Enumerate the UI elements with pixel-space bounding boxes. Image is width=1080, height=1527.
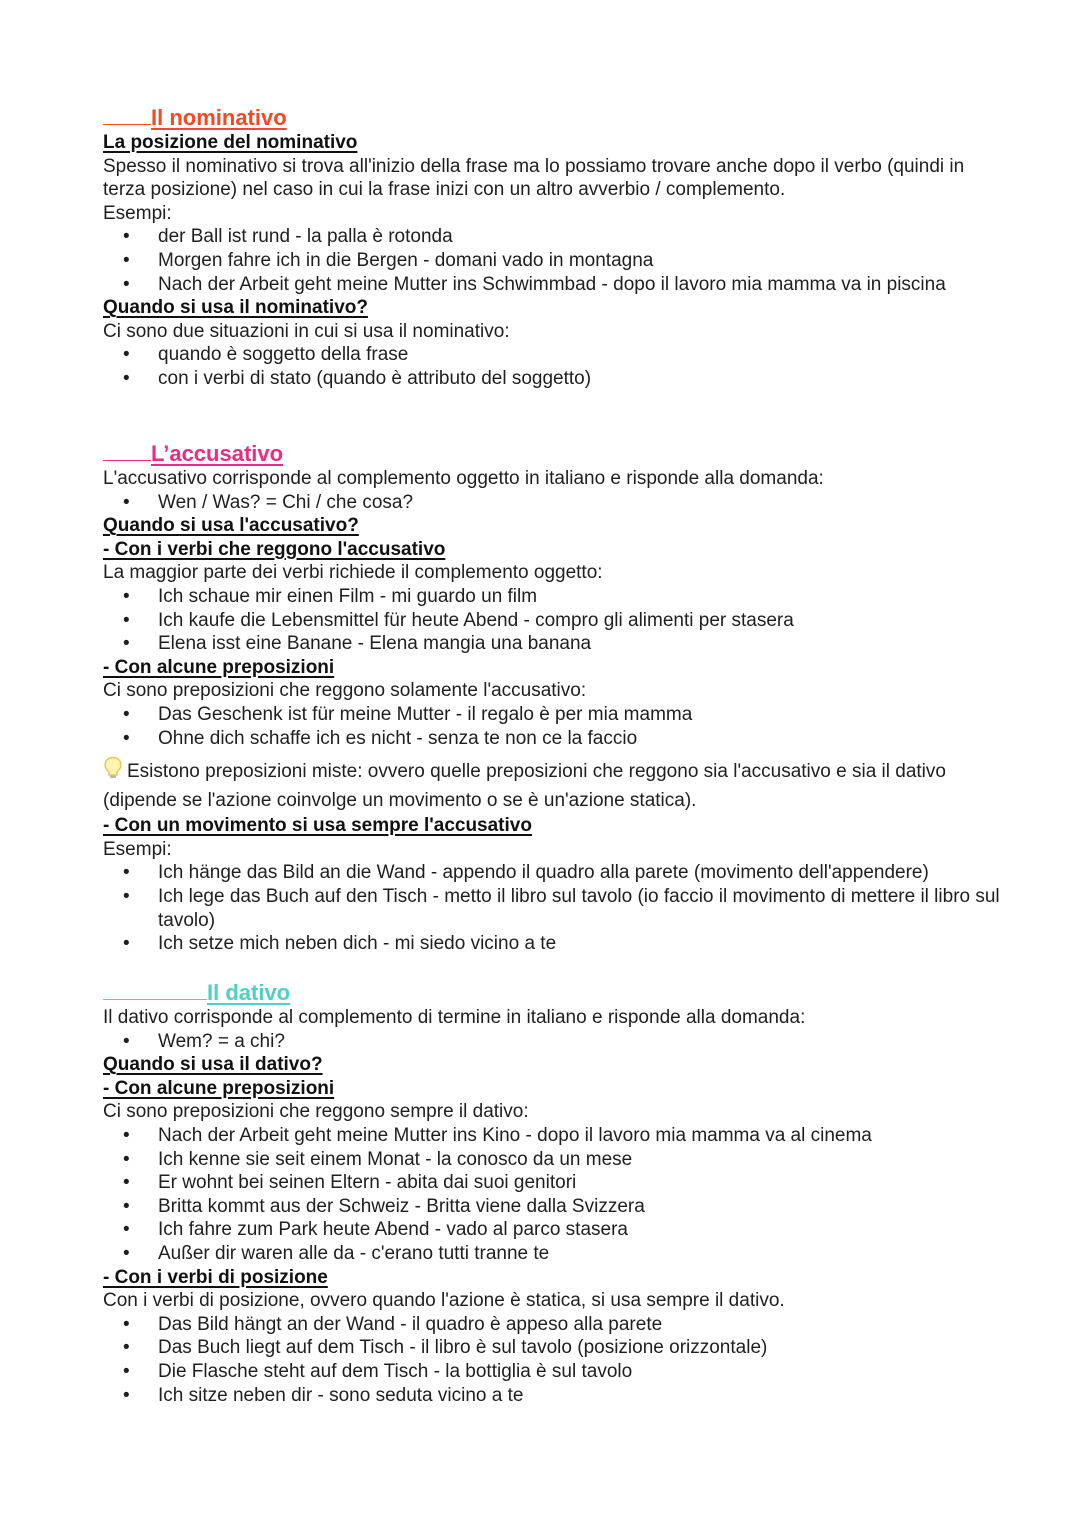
list-item: • Ich hänge das Bild an die Wand - appendo il quadro alla parete (movimento dell'appendere) — [123, 862, 929, 884]
section-title-accusativo: L’accusativo — [103, 441, 1003, 467]
list-item: • Die Flasche steht auf dem Tisch - la bottiglia è sul tavolo — [123, 1360, 633, 1382]
paragraph-dativo-intro: Il dativo corrisponde al complemento di termine in italiano e risponde alla domanda: — [103, 1007, 806, 1028]
list-item: • Außer dir waren alle da - c'erano tutti tranne te — [123, 1242, 550, 1264]
heading-quando-dativo: Quando si usa il dativo? — [103, 1054, 323, 1076]
heading-verbi-accusativo: - Con i verbi che reggono l'accusativo — [103, 538, 446, 560]
examples-label: Esempi: — [103, 202, 172, 224]
paragraph-quando-nominativo: Ci sono due situazioni in cui si usa il nominativo: — [103, 320, 510, 342]
list-item: • Nach der Arbeit geht meine Mutter ins Schwimmbad - dopo il lavoro mia mamma va in piscina — [123, 273, 946, 295]
examples-list-nominativo — [103, 225, 1003, 296]
tip-paragraph: Esistono preposizioni miste: ovvero quelle preposizioni che reggono sia l'accusativo e sia il dativo (dipende se l'azione coinvolge un movimento o se è un'azione statica). — [103, 756, 953, 814]
list-item: • Das Buch liegt auf dem Tisch - il libro è sul tavolo (posizione orizzontale) — [123, 1337, 768, 1359]
list-item: • Das Geschenk ist für meine Mutter - il regalo è per mia mamma — [123, 703, 693, 725]
list-item: • Das Bild hängt an der Wand - il quadro è appeso alla parete — [123, 1313, 663, 1335]
list-item: • Ohne dich schaffe ich es nicht - senza te non ce la faccio — [123, 727, 638, 749]
section-nominativo — [103, 105, 1003, 391]
paragraph-preposizioni-accusativo: Ci sono preposizioni che reggono solamente l'accusativo: — [103, 680, 587, 702]
list-item: • Ich fahre zum Park heute Abend - vado al parco stasera — [123, 1219, 628, 1241]
paragraph-verbi: La maggior parte dei verbi richiede il complemento oggetto: — [103, 562, 603, 584]
heading-verbi-posizione: - Con i verbi di posizione — [103, 1266, 328, 1288]
lightbulb-icon — [103, 756, 123, 788]
section-accusativo — [103, 441, 1003, 956]
list-item: • Ich sitze neben dir - sono seduta vicino a te — [123, 1384, 524, 1406]
list-verbi-accusativo — [103, 585, 1003, 656]
list-item: • Wem? = a chi? — [123, 1030, 285, 1052]
section-dativo — [103, 980, 1003, 1407]
list-item: • Ich lege das Buch auf den Tisch - metto il libro sul tavolo (io faccio il movimento di mettere il libro sul tavolo) — [123, 885, 1000, 931]
paragraph-preposizioni-dativo: Ci sono preposizioni che reggono sempre il dativo: — [103, 1101, 529, 1123]
examples-label: Esempi: — [103, 838, 172, 860]
heading-preposizioni-accusativo: - Con alcune preposizioni — [103, 656, 335, 678]
heading-preposizioni-dativo: - Con alcune preposizioni — [103, 1077, 335, 1099]
list-item: • Morgen fahre ich in die Bergen - domani vado in montagna — [123, 249, 654, 271]
list-verbi-posizione — [103, 1313, 1003, 1407]
list-item: • quando è soggetto della frase — [123, 344, 409, 366]
heading-movimento: - Con un movimento si usa sempre l'accusativo — [103, 815, 532, 837]
list-question-accusativo — [103, 491, 1003, 515]
list-item: • Ich kenne sie seit einem Monat - la conosco da un mese — [123, 1148, 633, 1170]
heading-quando-nominativo: Quando si usa il nominativo? — [103, 297, 368, 319]
list-item: • Nach der Arbeit geht meine Mutter ins Kino - dopo il lavoro mia mamma va al cinema — [123, 1124, 872, 1146]
list-item: • Er wohnt bei seinen Eltern - abita dai suoi genitori — [123, 1172, 577, 1194]
list-item: • Ich schaue mir einen Film - mi guardo un film — [123, 585, 538, 607]
list-item: • con i verbi di stato (quando è attributo del soggetto) — [123, 367, 592, 389]
list-quando-nominativo — [103, 343, 1003, 390]
heading-posizione-nominativo: La posizione del nominativo — [103, 132, 358, 153]
section-title-nominativo: Il nominativo — [103, 105, 1003, 131]
list-movimento — [103, 861, 1003, 955]
list-item: • Wen / Was? = Chi / che cosa? — [123, 491, 414, 513]
list-item: • der Ball ist rund - la palla è rotonda — [123, 226, 453, 248]
list-item: • Elena isst eine Banane - Elena mangia una banana — [123, 633, 592, 655]
list-item: • Ich setze mich neben dich - mi siedo vicino a te — [123, 933, 557, 955]
list-preposizioni-accusativo — [103, 703, 1003, 750]
list-item: • Britta kommt aus der Schweiz - Britta viene dalla Svizzera — [123, 1195, 645, 1217]
list-item: • Ich kaufe die Lebensmittel für heute Abend - compro gli alimenti per stasera — [123, 609, 794, 631]
paragraph-verbi-posizione: Con i verbi di posizione, ovvero quando l'azione è statica, si usa sempre il dativo. — [103, 1290, 785, 1312]
list-preposizioni-dativo — [103, 1124, 1003, 1266]
paragraph-posizione: Spesso il nominativo si trova all'inizio della frase ma lo possiamo trovare anche dopo il verbo (quindi in terza posizione) nel caso in cui la frase inizi con un altro avverbio / complemento. — [103, 155, 965, 201]
paragraph-accusativo-intro: L'accusativo corrisponde al complemento oggetto in italiano e risponde alla domanda: — [103, 468, 824, 489]
list-question-dativo — [103, 1030, 1003, 1054]
heading-quando-accusativo: Quando si usa l'accusativo? — [103, 515, 359, 537]
section-title-dativo: Il dativo — [103, 980, 1003, 1006]
